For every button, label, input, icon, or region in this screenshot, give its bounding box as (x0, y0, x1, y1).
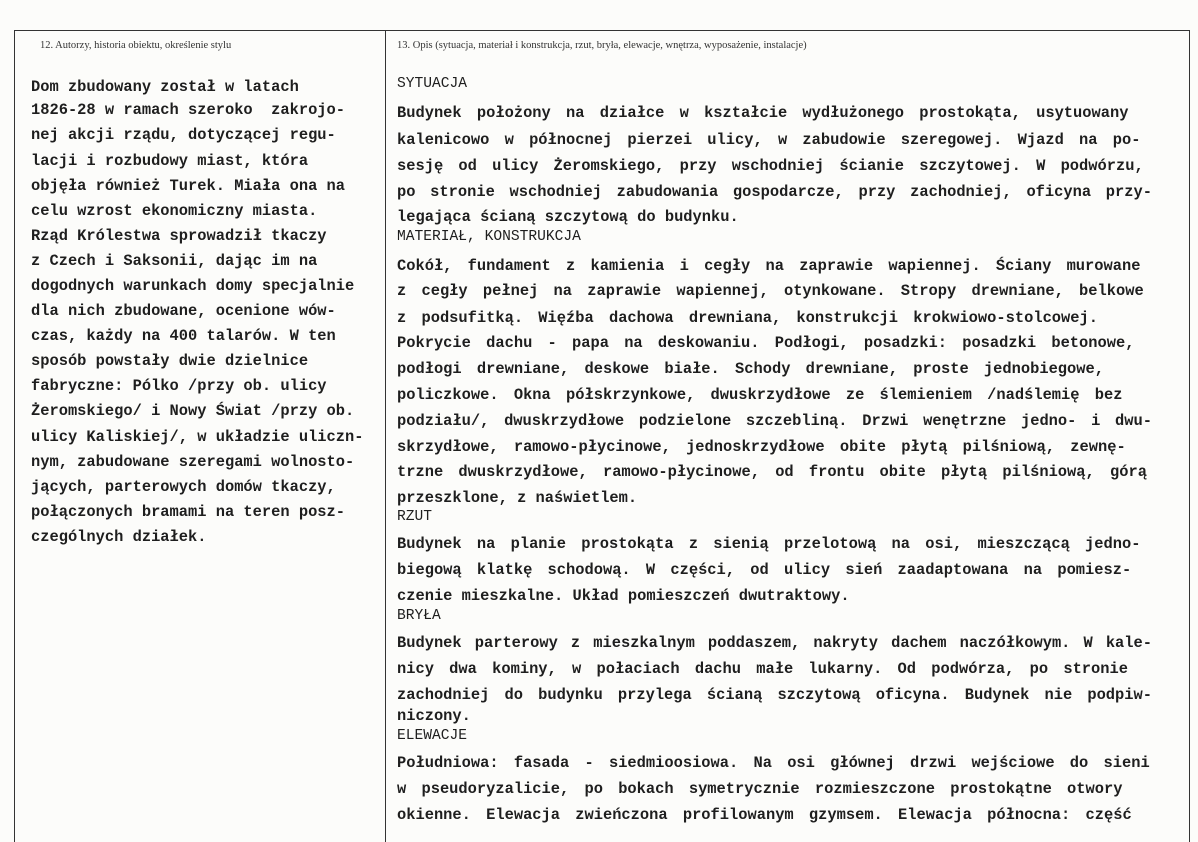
text-line: po stronie wschodniej zabudowania gospodarcze, przy zachodniej, oficyna przy- (397, 183, 1152, 201)
text-line: podziału/, dwuskrzydłowe podzielone szczebliną. Drzwi wenętrzne jedno- i dwu- (397, 412, 1152, 430)
text-line: w pseudoryzalicie, po bokach symetrycznie rozmieszczone prostokątne otwory (397, 780, 1123, 798)
text-line: lacji i rozbudowy miast, która (31, 152, 309, 170)
text-line: niczony. (397, 707, 471, 725)
text-line: Dom zbudowany został w latach (31, 78, 299, 96)
text-line: przeszklone, z naświetlem. (397, 489, 638, 507)
text-line: połączonych bramami na teren posz- (31, 503, 346, 521)
text-line: dogodnych warunkach domy specjalnie (31, 277, 355, 295)
text-line: z cegły pełnej na zaprawie wapiennej, otynkowane. Stropy drewniane, belkowe (397, 282, 1144, 300)
text-line: biegową klatkę schodową. W części, od ulicy sień zaadaptowana na pomiesz- (397, 561, 1132, 579)
text-line: dla nich zbudowane, ocenione wów- (31, 302, 336, 320)
section-heading: RZUT (397, 509, 433, 525)
section-heading: SYTUACJA (397, 76, 468, 92)
text-line: sposób powstały dwie dzielnice (31, 352, 309, 370)
text-line: czególnych działek. (31, 528, 207, 546)
text-line: nej akcji rządu, dotyczącej regu- (31, 126, 336, 144)
text-line: z podsufitką. Więźba dachowa drewniana, konstrukcji krokwiowo-stolcowej. (397, 309, 1098, 327)
text-line: Pokrycie dachu - papa na deskowaniu. Podłogi, posadzki: posadzki betonowe, (397, 334, 1135, 352)
text-line: Cokół, fundament z kamienia i cegły na zaprawie wapiennej. Ściany murowane (397, 257, 1141, 275)
section-heading: BRYŁA (397, 608, 441, 624)
section-heading: MATERIAŁ, KONSTRUKCJA (397, 229, 581, 245)
text-line: policzkowe. Okna półskrzynkowe, dwuskrzydłowe ze ślemieniem /nadślemię bez (397, 386, 1123, 404)
right-column-header: 13. Opis (sytuacja, materiał i konstrukcja, rzut, bryła, elewacje, wnętrza, wyposażenie, instalacje) (397, 40, 807, 51)
left-column-header: 12. Autorzy, historia obiektu, określenie stylu (40, 40, 232, 51)
section-heading: ELEWACJE (397, 728, 468, 744)
text-line: skrzydłowe, ramowo-płycinowe, jednoskrzydłowe obite płytą pilśniową, zewnę- (397, 438, 1126, 456)
text-line: z Czech i Saksonii, dając im na (31, 252, 318, 270)
text-line: kalenicowo w północnej pierzei ulicy, w zabudowie szeregowej. Wjazd na po- (397, 131, 1141, 149)
text-line: czas, każdy na 400 talarów. W ten (31, 327, 336, 345)
text-line: trzne dwuskrzydłowe, ramowo-płycinowe, od frontu obite płytą pilśniową, górą (397, 463, 1147, 481)
text-line: Rząd Królestwa sprowadził tkaczy (31, 227, 327, 245)
text-line: Budynek na planie prostokąta z sienią przelotową na osi, mieszczącą jedno- (397, 535, 1141, 553)
text-line: celu wzrost ekonomiczny miasta. (31, 202, 318, 220)
text-line: nym, zabudowane szeregami wolnosto- (31, 453, 355, 471)
text-line: ulicy Kaliskiej/, w układzie uliczn- (31, 428, 364, 446)
text-line: okienne. Elewacja zwieńczona profilowanym gzymsem. Elewacja północna: część (397, 806, 1132, 824)
text-line: Południowa: fasada - siedmioosiowa. Na osi głównej drzwi wejściowe do sieni (397, 754, 1150, 772)
text-line: 1826-28 w ramach szeroko zakrojo- (31, 101, 346, 119)
text-line: czenie mieszkalne. Układ pomieszczeń dwutraktowy. (397, 587, 850, 605)
text-line: zachodniej do budynku przylega ścianą szczytową oficyna. Budynek nie podpiw- (397, 686, 1152, 704)
text-line: nicy dwa kominy, w połaciach dachu małe lukarny. Od podwórza, po stronie (397, 660, 1128, 678)
text-line: Budynek parterowy z mieszkalnym poddaszem, nakryty dachem naczółkowym. W kale- (397, 634, 1152, 652)
text-line: legająca ścianą szczytową do budynku. (397, 208, 739, 226)
text-line: jących, parterowych domów tkaczy, (31, 478, 336, 496)
text-line: podłogi drewniane, deskowe białe. Schody drewniane, proste jednobiegowe, (397, 360, 1104, 378)
text-line: Żeromskiego/ i Nowy Świat /przy ob. (31, 402, 355, 420)
text-line: objęła również Turek. Miała ona na (31, 177, 346, 195)
text-line: Budynek położony na działce w kształcie wydłużonego prostokąta, usytuowany (397, 104, 1129, 122)
column-divider (385, 30, 386, 842)
text-line: sesję od ulicy Żeromskiego, przy wschodniej ścianie szczytowej. W podwórzu, (397, 157, 1144, 175)
text-line: fabryczne: Pólko /przy ob. ulicy (31, 377, 327, 395)
